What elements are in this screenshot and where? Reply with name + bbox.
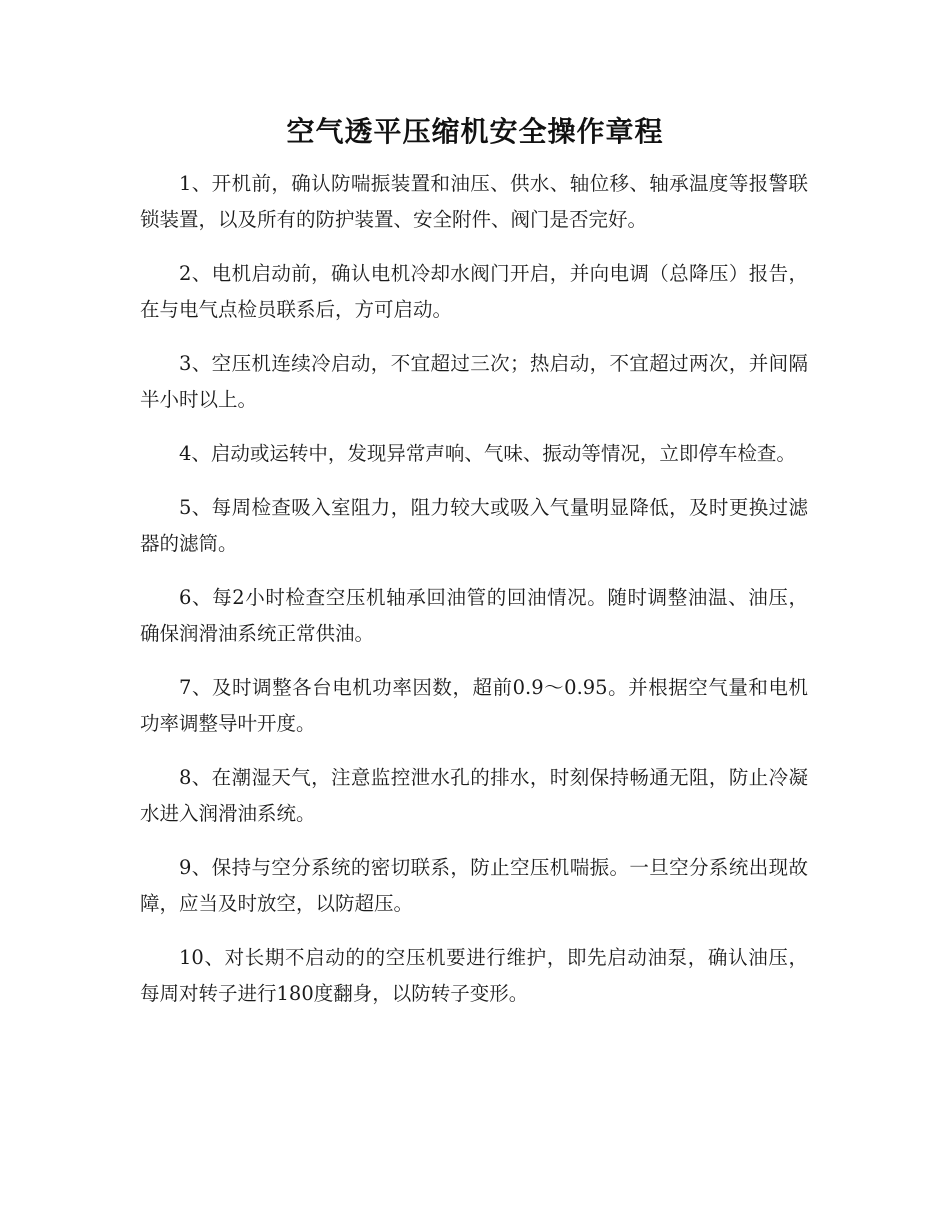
paragraph-4: 4、启动或运转中，发现异常声响、气味、振动等情况，立即停车检查。 (179, 442, 796, 465)
paragraph-10: 10、对长期不启动的的空压机要进行维护，即先启动油泵，确认油压，每周对转子进行180度翻身，以防转子变形。 (140, 946, 808, 1005)
paragraph-3: 3、空压机连续冷启动，不宜超过三次；热启动，不宜超过两次，并间隔半小时以上。 (140, 352, 808, 411)
paragraph-8: 8、在潮湿天气，注意监控泄水孔的排水，时刻保持畅通无阻，防止冷凝水进入润滑油系统。 (140, 766, 808, 825)
paragraph-9: 9、保持与空分系统的密切联系，防止空压机喘振。一旦空分系统出现故障，应当及时放空，以防超压。 (140, 856, 808, 915)
paragraph-1: 1、开机前，确认防喘振装置和油压、供水、轴位移、轴承温度等报警联锁装置，以及所有的防护装置、安全附件、阀门是否完好。 (140, 172, 808, 231)
paragraph-2: 2、电机启动前，确认电机冷却水阀门开启，并向电调（总降压）报告，在与电气点检员联系后，方可启动。 (140, 262, 808, 321)
document-title: 空气透平压缩机安全操作章程 (286, 115, 664, 148)
paragraph-6: 6、每2小时检查空压机轴承回油管的回油情况。随时调整油温、油压，确保润滑油系统正常供油。 (140, 586, 808, 645)
document-body (140, 166, 808, 1030)
paragraph-7: 7、及时调整各台电机功率因数，超前0.9～0.95。并根据空气量和电机功率调整导叶开度。 (140, 676, 808, 735)
paragraph-5: 5、每周检查吸入室阻力，阻力较大或吸入气量明显降低，及时更换过滤器的滤筒。 (140, 496, 808, 555)
